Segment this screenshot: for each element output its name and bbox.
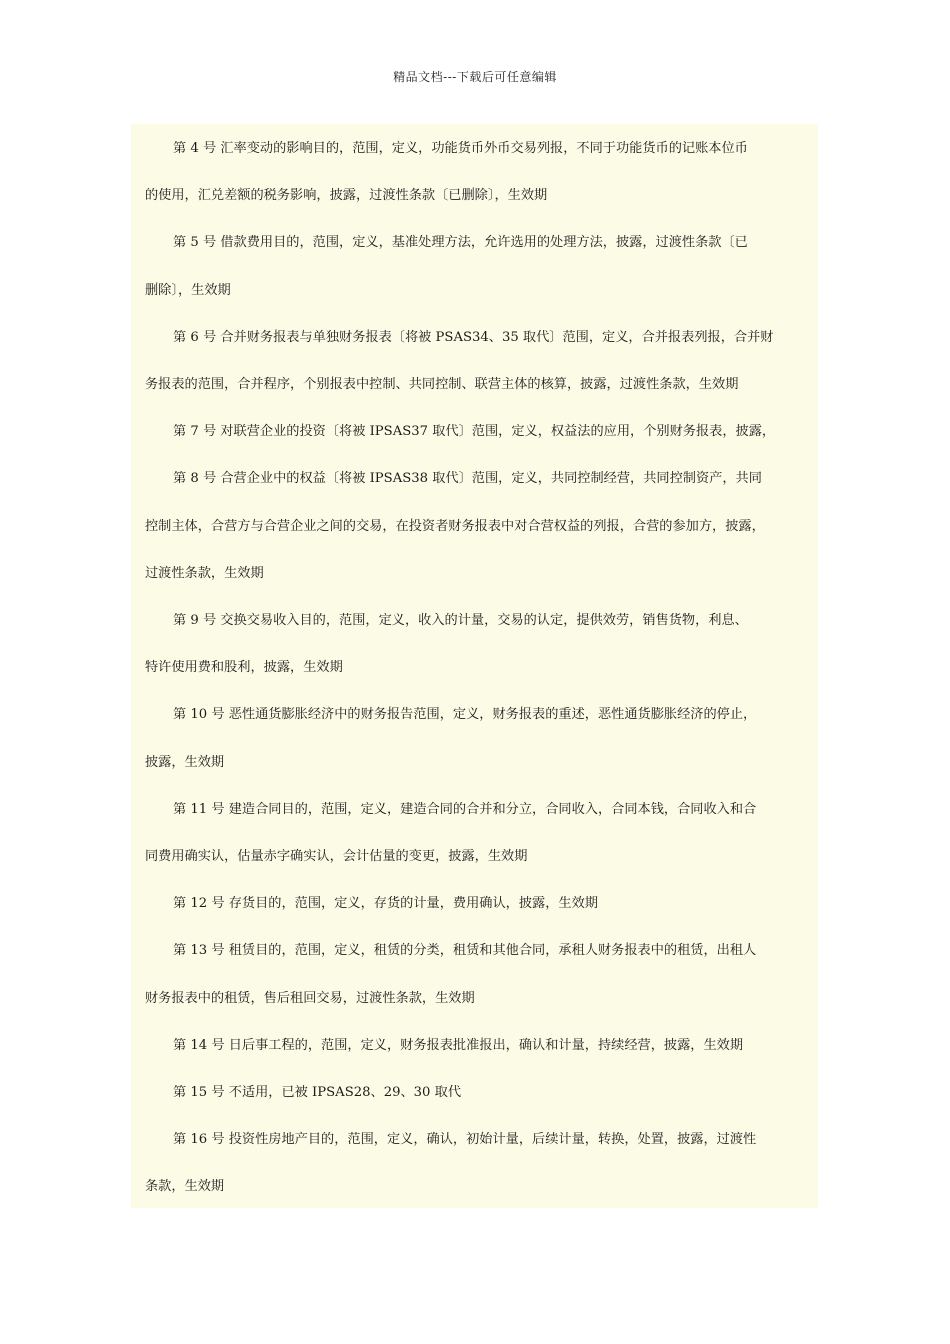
paragraph-first-line: 第 7 号 对联营企业的投资〔将被 IPSAS37 取代〕范围，定义，权益法的应用，个别财务报表，披露， <box>173 424 776 440</box>
paragraph-first-line: 第 4 号 汇率变动的影响目的，范围，定义，功能货币外币交易列报，不同于功能货币的记账本位币 <box>173 141 748 156</box>
paragraph-line: 披露，生效期 <box>145 754 225 770</box>
paragraph-line: 同费用确实认，估量赤字确实认，会计估量的变更，披露，生效期 <box>145 849 528 864</box>
paragraph-line: 删除〕，生效期 <box>145 282 231 298</box>
paragraph-first-line: 第 14 号 日后事工程的，范围，定义，财务报表批准报出，确认和计量，持续经营，披露，生效期 <box>173 1037 744 1053</box>
paragraph-line: 务报表的范围，合并程序，个别报表中控制、共同控制、联营主体的核算，披露，过渡性条款，生效期 <box>145 377 739 392</box>
page-header: 精品文档---下载后可任意编辑 <box>393 70 557 84</box>
paragraph-first-line: 第 12 号 存货目的，范围，定义，存货的计量，费用确认，披露，生效期 <box>173 896 598 912</box>
paragraph-first-line: 第 5 号 借款费用目的，范围，定义，基准处理方法，允许选用的处理方法，披露，过渡性条款〔已 <box>173 235 748 251</box>
paragraph-first-line: 第 15 号 不适用，已被 IPSAS28、29、30 取代 <box>173 1085 462 1100</box>
paragraph-first-line: 第 16 号 投资性房地产目的，范围，定义，确认，初始计量，后续计量，转换，处置，披露，过渡性 <box>173 1132 757 1148</box>
content-panel <box>131 124 818 1208</box>
paragraph-first-line: 第 6 号 合并财务报表与单独财务报表〔将被 PSAS34、35 取代〕范围，定义，合并报表列报，合并财 <box>173 329 774 345</box>
paragraph-line: 特许使用费和股利，披露，生效期 <box>145 660 343 676</box>
paragraph-line: 控制主体，合营方与合营企业之间的交易，在投资者财务报表中对合营权益的列报，合营的参加方，披露， <box>145 518 765 534</box>
paragraph-line: 财务报表中的租赁，售后租回交易，过渡性条款，生效期 <box>145 990 475 1006</box>
paragraph-line: 条款，生效期 <box>145 1179 225 1195</box>
paragraph-first-line: 第 13 号 租赁目的，范围，定义，租赁的分类，租赁和其他合同，承租人财务报表中的租赁，出租人 <box>173 943 757 959</box>
paragraph-first-line: 第 11 号 建造合同目的，范围，定义，建造合同的合并和分立，合同收入，合同本钱，合同收入和合 <box>173 801 757 817</box>
paragraph-first-line: 第 8 号 合营企业中的权益〔将被 IPSAS38 取代〕范围，定义，共同控制经营，共同控制资产，共同 <box>173 471 762 487</box>
paragraph-first-line: 第 10 号 恶性通货膨胀经济中的财务报告范围，定义，财务报表的重述，恶性通货膨胀经济的停止， <box>173 707 757 723</box>
paragraph-line: 的使用，汇兑差额的税务影响，披露，过渡性条款〔已删除〕，生效期 <box>145 188 548 204</box>
paragraph-line: 过渡性条款，生效期 <box>145 565 264 581</box>
paragraph-first-line: 第 9 号 交换交易收入目的，范围，定义，收入的计量，交易的认定，提供效劳，销售货物，利息、 <box>173 613 748 628</box>
